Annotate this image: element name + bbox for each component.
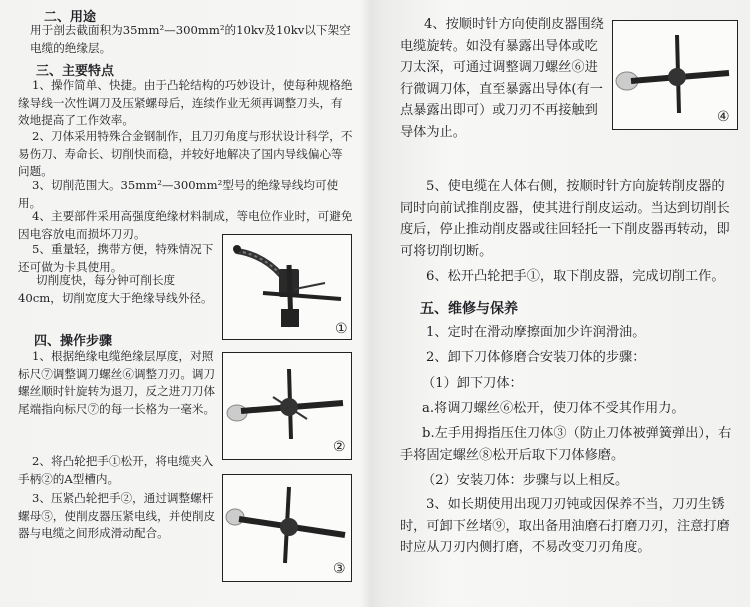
figure-1-number: ①: [335, 321, 348, 337]
maintenance-remove-b: b.左手用拇指压住刀体③（防止刀体被弹簧弹出），右手将固定螺丝⑧松开后取下刀体修磨。: [400, 426, 732, 463]
section-4-title: 四、操作步骤: [34, 334, 113, 349]
stripper-tool-illustration-4: [613, 21, 736, 128]
figure-2-number: ②: [333, 439, 346, 455]
maintenance-3: 3、如长期使用出现刀刃钝或因保养不当，刀刃生锈时，可卸下丝堵⑨，取出备用油磨石打磨刀刃，注意打磨时应从刀刃内侧打磨，不易改变刀刃角度。: [400, 497, 730, 555]
section-2-title: 二、用途: [44, 10, 97, 25]
feature-3: 3、切削范围大。35mm²—300mm²型号的绝缘导线均可使用。: [18, 178, 339, 210]
figure-4: [612, 20, 738, 130]
figure-4-number: ④: [717, 109, 730, 125]
section-3-title: 三、主要特点: [36, 64, 115, 79]
section-5-title: 五、维修与保养: [420, 301, 518, 317]
figure-2: [222, 352, 352, 460]
feature-1: 1、操作简单、快捷。由于凸轮结构的巧妙设计，使每种规格绝缘导线一次性调刀及压紧螺母后，连续作业无须再调整刀头，有效地提高了工作效率。: [18, 78, 353, 127]
step-1: 1、根据绝缘电缆绝缘层厚度，对照标尺⑦调整调刀螺丝⑥调整刀刃。调刀螺丝顺时针旋转为退刀，反之进刀刀体尾端指向标尺⑦的每一长格为一毫米。: [18, 349, 216, 416]
maintenance-remove-a: a.将调刀螺丝⑥松开，使刀体不受其作用力。: [422, 401, 685, 416]
stripper-tool-illustration-2: [223, 353, 350, 458]
figure-3: [222, 474, 352, 582]
figure-1: [222, 234, 352, 340]
maintenance-1: 1、定时在滑动摩擦面加少许润滑油。: [426, 325, 646, 340]
figure-3-number: ③: [333, 561, 346, 577]
maintenance-install: （2）安装刀体：步骤与以上相反。: [422, 473, 629, 488]
feature-4: 4、主要部件采用高强度绝缘材料制成，等电位作业时，可避免因电容放电而损坏刀刃。: [18, 209, 353, 241]
feature-5: 5、重量轻，携带方便，特殊情况下还可做为卡具使用。: [18, 242, 214, 274]
step-3: 3、压紧凸轮把手②，通过调整螺杆螺母⑤，使削皮器压紧电线，并使削皮器与电缆之间形成滑动配合。: [18, 491, 216, 540]
stripper-tool-illustration-3: [223, 475, 350, 580]
step-4: 4、按顺时针方向使削皮器围绕电缆旋转。如没有暴露出导体或吃刀太深，可通过调整调刀螺丝⑥进行微调刀体，直至暴露出导体(有一点暴露出即可）或刀刃不再接触到导体为止。: [400, 17, 604, 140]
stripper-tool-illustration-1: [223, 235, 350, 338]
step-2: 2、将凸轮把手①松开，将电缆夹入手柄②的A型槽内。: [18, 454, 214, 486]
section-2-body: 用于剖去截面积为35mm²—300mm²的10kv及10kv以下架空电缆的绝缘层。: [30, 23, 351, 55]
feature-2: 2、刀体采用特殊合金钢制作，且刀刃角度与形状设计科学，不易伤刀、寿命长、切削快而稳，并较好地解决了国内导线偏心等问题。: [18, 129, 353, 178]
feature-6: 切削度快，每分钟可削长度40cm，切削宽度大于绝缘导线外径。: [18, 273, 213, 305]
step-5: 5、使电缆在人体右侧，按顺时针方向旋转削皮器的同时向前试推削皮器，使其进行削皮运动。当达到切削长度后，停止推动削皮器或往回轻托一下削皮器再转动，即可将切削切断。: [400, 179, 730, 259]
maintenance-2: 2、卸下刀体修磨合安装刀体的步骤：: [426, 350, 646, 365]
maintenance-remove-title: （1）卸下刀体：: [422, 376, 523, 391]
step-6: 6、松开凸轮把手①，取下削皮器，完成切削工作。: [426, 269, 725, 284]
